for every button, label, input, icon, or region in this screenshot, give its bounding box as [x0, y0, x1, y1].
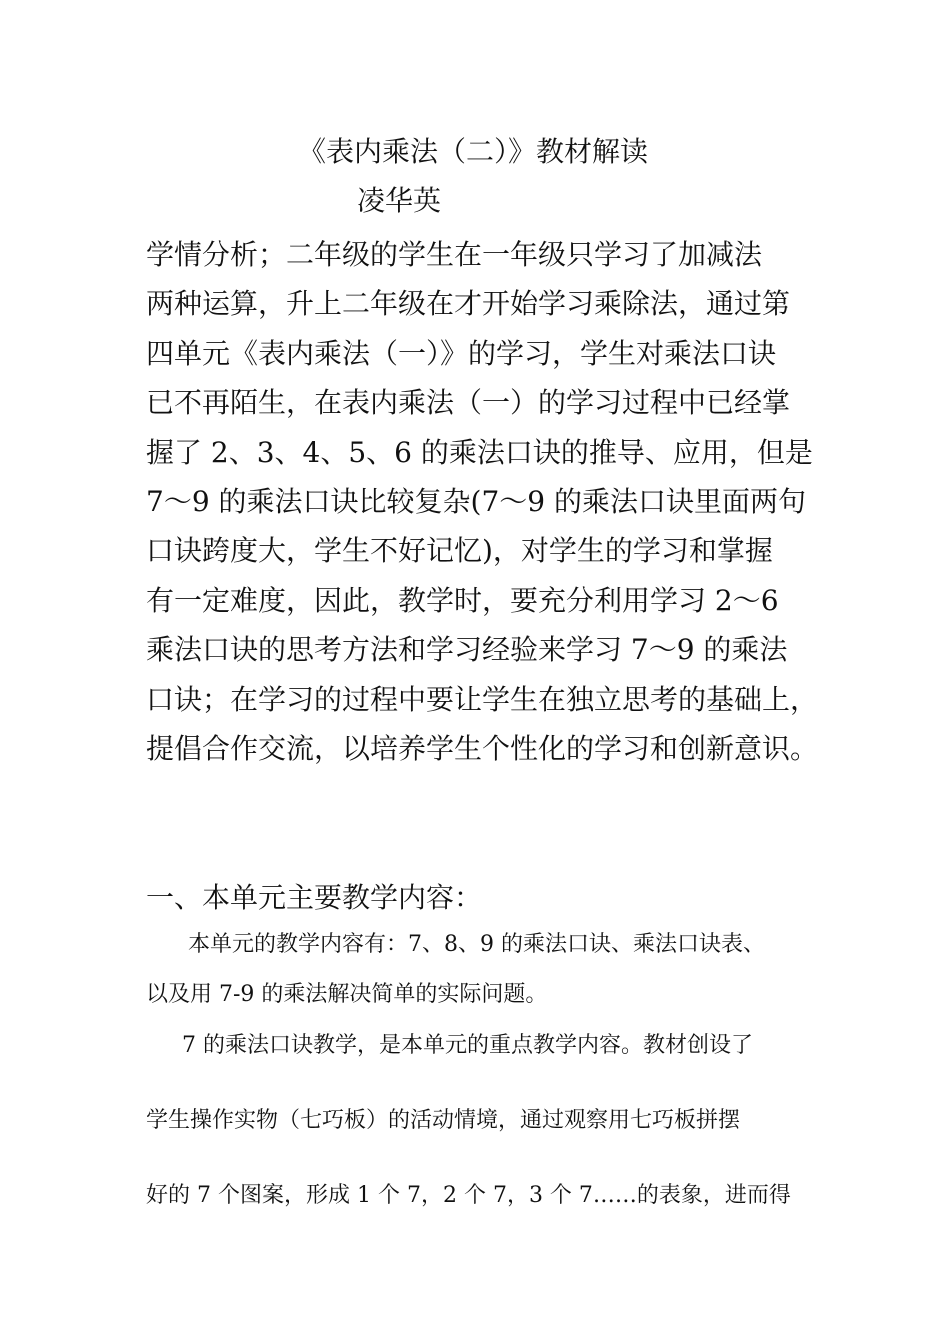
paragraph-line: 有一定难度，因此，教学时，要充分利用学习 2～6 [146, 583, 779, 617]
paragraph-line: 两种运算，升上二年级在才开始学习乘除法，通过第 [146, 287, 791, 321]
document-title: 《表内乘法（二）》教材解读 [298, 135, 649, 168]
section-text-line: 好的 7 个图案，形成 1 个 7，2 个 7，3 个 7……的表象，进而得 [146, 1183, 791, 1208]
paragraph-line: 乘法口诀的思考方法和学习经验来学习 7～9 的乘法 [146, 633, 788, 667]
paragraph-line: 提倡合作交流，以培养学生个性化的学习和创新意识。 [146, 732, 819, 766]
paragraph-line: 口诀跨度大，学生不好记忆)，对学生的学习和掌握 [146, 534, 773, 568]
paragraph-line: 学情分析；二年级的学生在一年级只学习了加减法 [146, 238, 763, 271]
section-text-line: 学生操作实物（七巧板）的活动情境，通过观察用七巧板拼摆 [146, 1108, 741, 1133]
learning-analysis-paragraph [146, 230, 826, 773]
section-text-line: 7 的乘法口诀教学，是本单元的重点教学内容。教材创设了 [182, 1033, 753, 1058]
paragraph-line: 口诀；在学习的过程中要让学生在独立思考的基础上， [146, 682, 819, 716]
paragraph-line: 握了 2、3、4、5、6 的乘法口诀的推导、应用，但是 [146, 435, 813, 469]
section-heading: 一、本单元主要教学内容： [146, 881, 483, 914]
section-text-line: 本单元的教学内容有：7、8、9 的乘法口诀、乘法口诀表、 [188, 932, 765, 957]
paragraph-line: 已不再陌生，在表内乘法（一）的学习过程中已经掌 [146, 386, 791, 420]
paragraph-line: 7～9 的乘法口诀比较复杂(7～9 的乘法口诀里面两句 [146, 485, 806, 519]
section-text-line: 以及用 7-9 的乘法解决简单的实际问题。 [146, 982, 548, 1007]
paragraph-line: 四单元《表内乘法（一）》的学习，学生对乘法口诀 [146, 336, 777, 370]
author-name: 凌华英 [357, 184, 442, 217]
